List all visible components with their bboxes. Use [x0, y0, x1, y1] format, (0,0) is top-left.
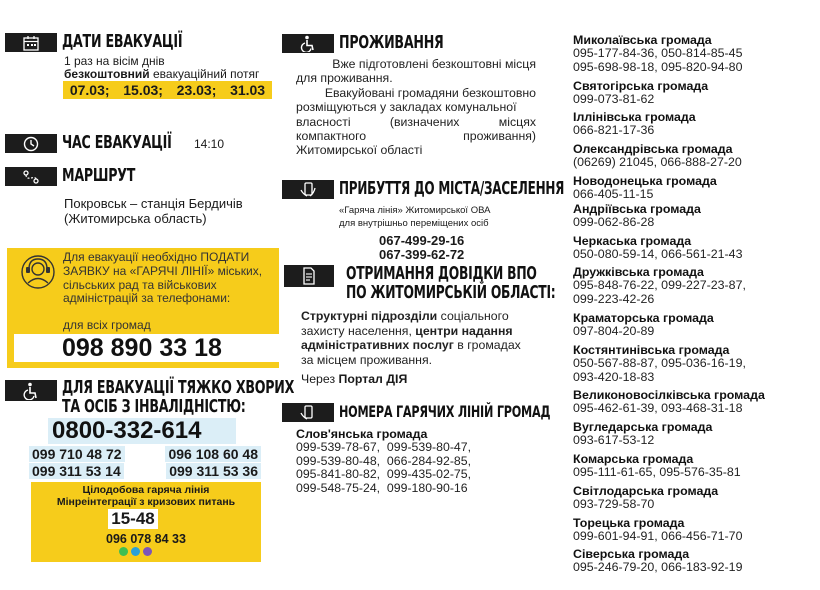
dates-line1: 1 раз на вісім днів — [64, 54, 165, 68]
community-name: Новодонецька громада — [573, 173, 717, 188]
whatsapp-icon[interactable] — [119, 547, 128, 556]
apply-phone[interactable]: 098 890 33 18 — [62, 334, 222, 362]
community-name: Великоновосілківська громада — [573, 388, 765, 403]
route-line1: Покровськ – станція Бердичів — [64, 196, 243, 211]
wheelchair-icon-box-2 — [282, 34, 334, 53]
slov-line[interactable]: 099-539-80-48, 066-284-92-85, — [296, 453, 472, 468]
apply-text-2: ЗАЯВКУ на «ГАРЯЧІ ЛІНІЇ» міських, — [63, 263, 263, 278]
apply-for-all: для всіх громад — [63, 318, 151, 332]
cert-centers: центри надання — [415, 323, 513, 338]
housing-line: компактного проживання) — [296, 129, 536, 144]
calendar-icon — [22, 35, 40, 51]
clock-icon — [23, 136, 39, 152]
cert-residence: за місцем проживання. — [301, 352, 433, 367]
apply-box — [7, 248, 279, 368]
disabled-phone[interactable]: 0800-332-614 — [52, 417, 202, 444]
community-name: Комарська громада — [573, 451, 694, 466]
slov-line[interactable]: 099-548-75-24, 099-180-90-16 — [296, 480, 468, 495]
messenger-icons — [119, 547, 152, 556]
community-phones[interactable]: 066-405-11-15 — [573, 186, 654, 201]
community-phones[interactable]: 095-111-61-65, 095-576-35-81 — [573, 464, 741, 479]
community-phones[interactable]: 099-073-81-62 — [573, 91, 655, 106]
community-name: Олександрівська громада — [573, 142, 733, 157]
hotline-short-box — [108, 509, 158, 529]
time-value: 14:10 — [194, 137, 225, 151]
community-name: Андріївська громада — [573, 201, 701, 216]
disabled-phones — [29, 446, 261, 479]
community-phones[interactable]: 099-601-94-91, 066-456-71-70 — [573, 528, 743, 543]
arrival-phone-2[interactable]: 067-399-62-72 — [379, 247, 465, 262]
community-phones[interactable]: (06269) 21045, 066-888-27-20 — [573, 155, 742, 170]
certificate-title-2: ПО ЖИТОМИРСЬКІЙ ОБЛАСТІ: — [346, 282, 556, 303]
hotline-short[interactable]: 15-48 — [111, 509, 155, 528]
clock-icon-box — [5, 134, 57, 153]
communities-list — [573, 34, 813, 575]
community-item — [573, 34, 813, 75]
community-name: Іллінівська громада — [573, 110, 696, 125]
viber-icon[interactable] — [143, 547, 152, 556]
date-item: 31.03 — [230, 82, 266, 98]
community-name: Дружківська громада — [573, 265, 704, 280]
community-item — [573, 143, 813, 170]
community-item — [573, 389, 813, 416]
community-item — [573, 344, 813, 385]
disabled-title-1: ДЛЯ ЕВАКУАЦІЇ ТЯЖКО ХВОРИХ — [62, 377, 295, 398]
community-name: Миколаївська громада — [573, 33, 712, 47]
hotline-mobile[interactable]: 096 078 84 33 — [106, 532, 186, 546]
hotline-text-2: Мінреінтеграції з кризових питань — [56, 496, 236, 508]
housing-line: Евакуйовані громадяни безкоштовно — [324, 85, 536, 100]
community-name: Вугледарська громада — [573, 420, 713, 435]
telegram-icon[interactable] — [131, 547, 140, 556]
date-item: 07.03; — [69, 82, 110, 98]
community-name: Сіверська громада — [573, 547, 690, 562]
community-item — [573, 485, 813, 512]
apply-phone-box — [14, 334, 280, 362]
wheelchair-icon — [300, 35, 316, 52]
community-item — [573, 421, 813, 448]
document-icon-box — [284, 265, 334, 287]
portal-diia-link[interactable]: Портал ДІЯ — [338, 372, 408, 386]
community-item — [573, 80, 813, 107]
community-item — [573, 312, 813, 339]
arrival-sub-1: «Гаряча лінія» Житомирської ОВА — [339, 205, 491, 216]
route-line2: (Житомирська область) — [64, 211, 207, 226]
cert-communities: в громадах — [453, 338, 521, 352]
certificate-text — [301, 309, 521, 367]
apply-text-3: сільських рад та військових — [63, 277, 217, 292]
community-item — [573, 548, 813, 575]
cert-admin: адміністративних послуг — [301, 338, 454, 352]
housing-line: власності (визначених місцях — [296, 114, 536, 129]
arrival-sub-2: для внутрішньо переміщених осіб — [339, 218, 489, 229]
community-phones[interactable]: 095-177-84-36, 050-814-85-45 095-698-98-18, 095-820-94-80 — [573, 46, 743, 74]
community-phones[interactable]: 050-080-59-14, 066-561-21-43 — [573, 246, 743, 261]
community-phones[interactable]: 099-062-86-28 — [573, 214, 655, 229]
route-icon — [22, 169, 40, 185]
wheelchair-icon-box — [5, 380, 57, 401]
community-name: Світлодарська громада — [573, 483, 719, 498]
community-item — [573, 175, 813, 202]
phone-number[interactable]: 096 108 60 48 — [165, 446, 261, 462]
arrival-title: ПРИБУТТЯ ДО МІСТА/ЗАСЕЛЕННЯ — [339, 178, 565, 199]
wheelchair-icon — [23, 382, 39, 400]
slov-line[interactable]: 095-841-80-82, 099-435-02-75, — [296, 467, 472, 482]
phone-hands-icon-box — [282, 180, 334, 199]
community-item — [573, 203, 813, 230]
slov-phones — [296, 441, 471, 495]
community-phones[interactable]: 095-848-76-22, 099-227-23-87, 099-223-42-26 — [573, 278, 746, 307]
dates-list — [63, 81, 272, 99]
operator-icon — [17, 254, 59, 294]
time-title: ЧАС ЕВАКУАЦІЇ — [62, 132, 172, 153]
cert-social: соціального — [437, 309, 509, 323]
apply-text-1: Для евакуації необхідно ПОДАТИ — [63, 250, 250, 264]
dates-title: ДАТИ ЕВАКУАЦІЇ — [62, 31, 183, 52]
cert-through: Через — [301, 372, 339, 386]
hotline-text-1: Цілодобова гаряча лінія — [82, 484, 210, 496]
certificate-title-1: ОТРИМАННЯ ДОВІДКИ ВПО — [346, 263, 537, 284]
phone-number[interactable]: 099 311 53 36 — [166, 463, 261, 479]
community-phones[interactable]: 093-617-53-12 — [573, 433, 655, 448]
community-phones[interactable]: 097-804-20-89 — [573, 323, 655, 338]
housing-line: Вже підготовлені безкоштовні місця — [332, 57, 536, 71]
community-name: Черкаська громада — [573, 233, 692, 248]
phone-number[interactable]: 099 311 53 14 — [29, 463, 124, 479]
arrival-phone-1[interactable]: 067-499-29-16 — [379, 233, 465, 248]
disabled-title-2: ТА ОСІБ З ІНВАЛІДНІСТЮ: — [62, 396, 246, 417]
community-phones[interactable]: 095-246-79-20, 066-183-92-19 — [573, 560, 743, 575]
date-item: 15.03; — [123, 82, 163, 98]
community-phones[interactable]: 093-729-58-70 — [573, 496, 655, 511]
slov-line[interactable]: 099-539-78-67, 099-539-80-47, — [296, 440, 472, 454]
housing-text — [296, 57, 536, 158]
housing-line: розміщуються у закладах комунальної — [296, 100, 517, 115]
community-item — [573, 266, 813, 307]
community-phones[interactable]: 095-462-61-39, 093-468-31-18 — [573, 401, 743, 416]
community-name: Костянтинівська громада — [573, 342, 730, 357]
phone-hand-icon — [299, 405, 317, 421]
community-name: Краматорська громада — [573, 310, 714, 325]
dates-train: евакуаційний потяг — [149, 67, 260, 81]
hotline-box — [31, 482, 261, 562]
housing-line: для проживання. — [296, 71, 393, 86]
disabled-phone-box — [48, 418, 236, 444]
community-item — [573, 517, 813, 544]
route-icon-box — [5, 167, 57, 186]
document-icon — [301, 267, 317, 285]
community-item — [573, 111, 813, 138]
route-title: МАРШРУТ — [62, 165, 136, 186]
date-item: 23.03; — [176, 82, 217, 98]
community-name: Торецька громада — [573, 515, 685, 530]
community-phones[interactable]: 050-567-88-87, 095-036-16-19, 093-420-18-83 — [573, 355, 746, 384]
cert-structural: Структурні підрозділи — [301, 309, 438, 323]
slov-name: Слов'янська громада — [296, 427, 428, 441]
housing-title: ПРОЖИВАННЯ — [339, 32, 444, 53]
dates-free: безкоштовний — [64, 67, 150, 81]
housing-line: Житомирської області — [296, 143, 423, 158]
apply-text-4: адміністрацій за телефонами: — [63, 291, 231, 306]
hotlines-title: НОМЕРА ГАРЯЧИХ ЛІНІЙ ГРОМАД — [339, 402, 551, 421]
community-item — [573, 235, 813, 262]
dates-line2 — [64, 67, 259, 81]
community-name: Святогірська громада — [573, 78, 709, 93]
phone-hands-icon — [299, 182, 317, 198]
phone-hand-icon-box — [282, 403, 334, 422]
cert-protection: захисту населення, — [301, 323, 416, 338]
community-item — [573, 453, 813, 480]
community-phones[interactable]: 066-821-17-36 — [573, 123, 655, 138]
calendar-icon-box — [5, 33, 57, 52]
certificate-portal — [301, 372, 407, 387]
phone-number[interactable]: 099 710 48 72 — [29, 446, 125, 462]
